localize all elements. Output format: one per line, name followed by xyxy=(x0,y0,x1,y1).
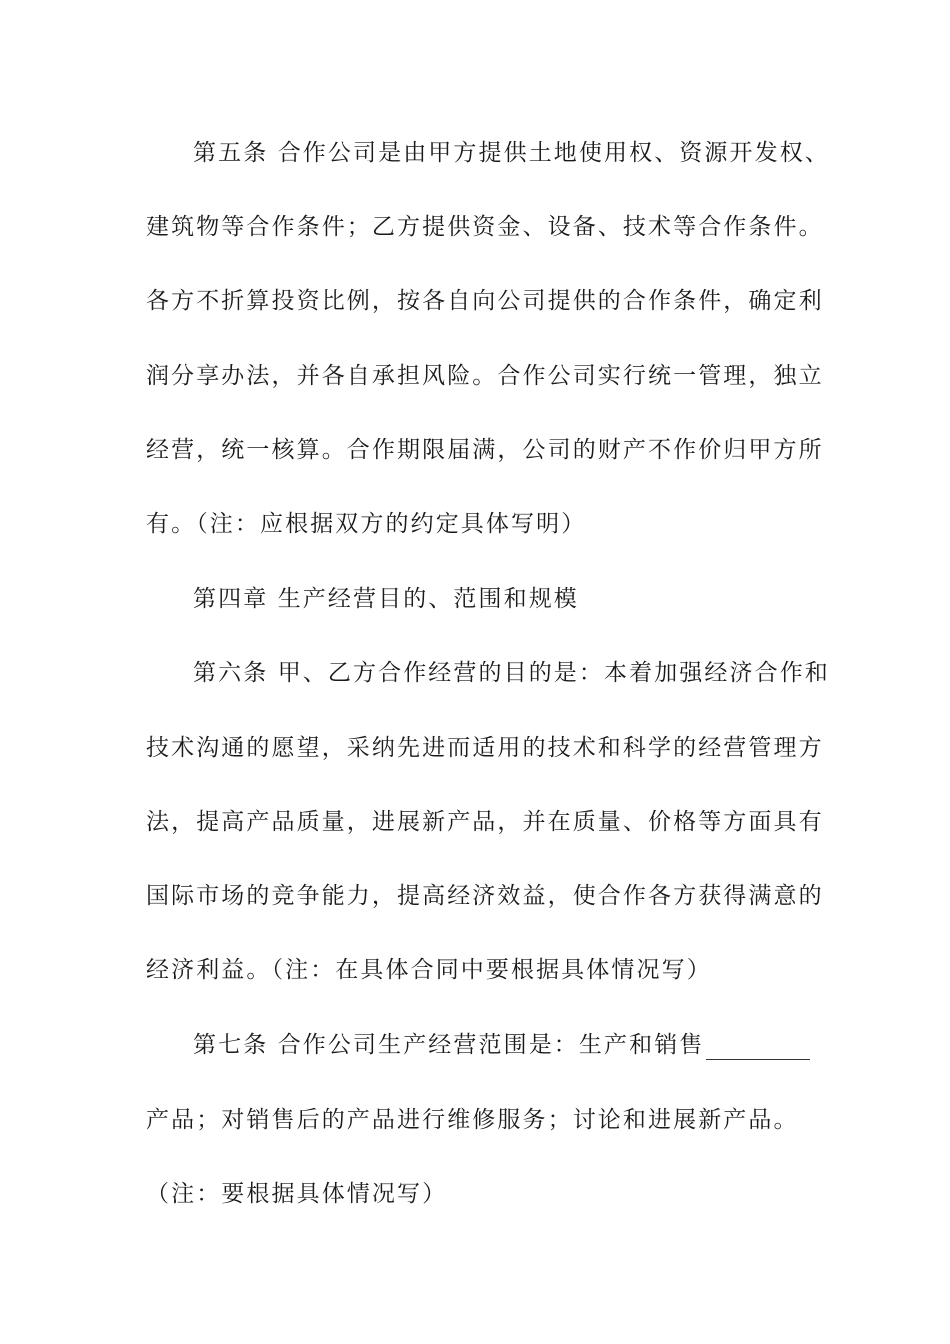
chapter-4-heading: 第四章 生产经营目的、范围和规模 xyxy=(193,586,579,612)
fill-in-blank xyxy=(706,1037,810,1060)
article-5-line-5: 经营，统一核算。合作期限届满，公司的财产不作价归甲方所 xyxy=(146,437,824,463)
article-5-line-2: 建筑物等合作条件；乙方提供资金、设备、技术等合作条件。 xyxy=(146,214,824,240)
article-6-line-2: 技术沟通的愿望，采纳先进而适用的技术和科学的经营管理方 xyxy=(146,735,824,761)
article-7-line-1 xyxy=(193,1030,810,1060)
article-7-line-2: 产品；对销售后的产品进行维修服务；讨论和进展新产品。 xyxy=(146,1107,799,1133)
article-6-line-1: 第六条 甲、乙方合作经营的目的是：本着加强经济合作和 xyxy=(193,660,830,686)
article-7-note: （注：要根据具体情况写） xyxy=(146,1181,448,1207)
article-5-line-1: 第五条 合作公司是由甲方提供土地使用权、资源开发权、 xyxy=(193,140,830,166)
article-7-line-1-text: 第七条 合作公司生产经营范围是：生产和销售 xyxy=(193,1032,705,1058)
article-6-line-4: 国际市场的竞争能力，提高经济效益，使合作各方获得满意的 xyxy=(146,883,824,909)
article-5-line-6: 有。（注：应根据双方的约定具体写明） xyxy=(146,511,587,537)
article-6-line-3: 法，提高产品质量，进展新产品，并在质量、价格等方面具有 xyxy=(146,809,824,835)
article-6-line-5: 经济利益。（注：在具体合同中要根据具体情况写） xyxy=(146,957,712,983)
article-5-line-3: 各方不折算投资比例，按各自向公司提供的合作条件，确定利 xyxy=(146,288,824,314)
article-5-line-4: 润分享办法，并各自承担风险。合作公司实行统一管理，独立 xyxy=(146,363,824,389)
